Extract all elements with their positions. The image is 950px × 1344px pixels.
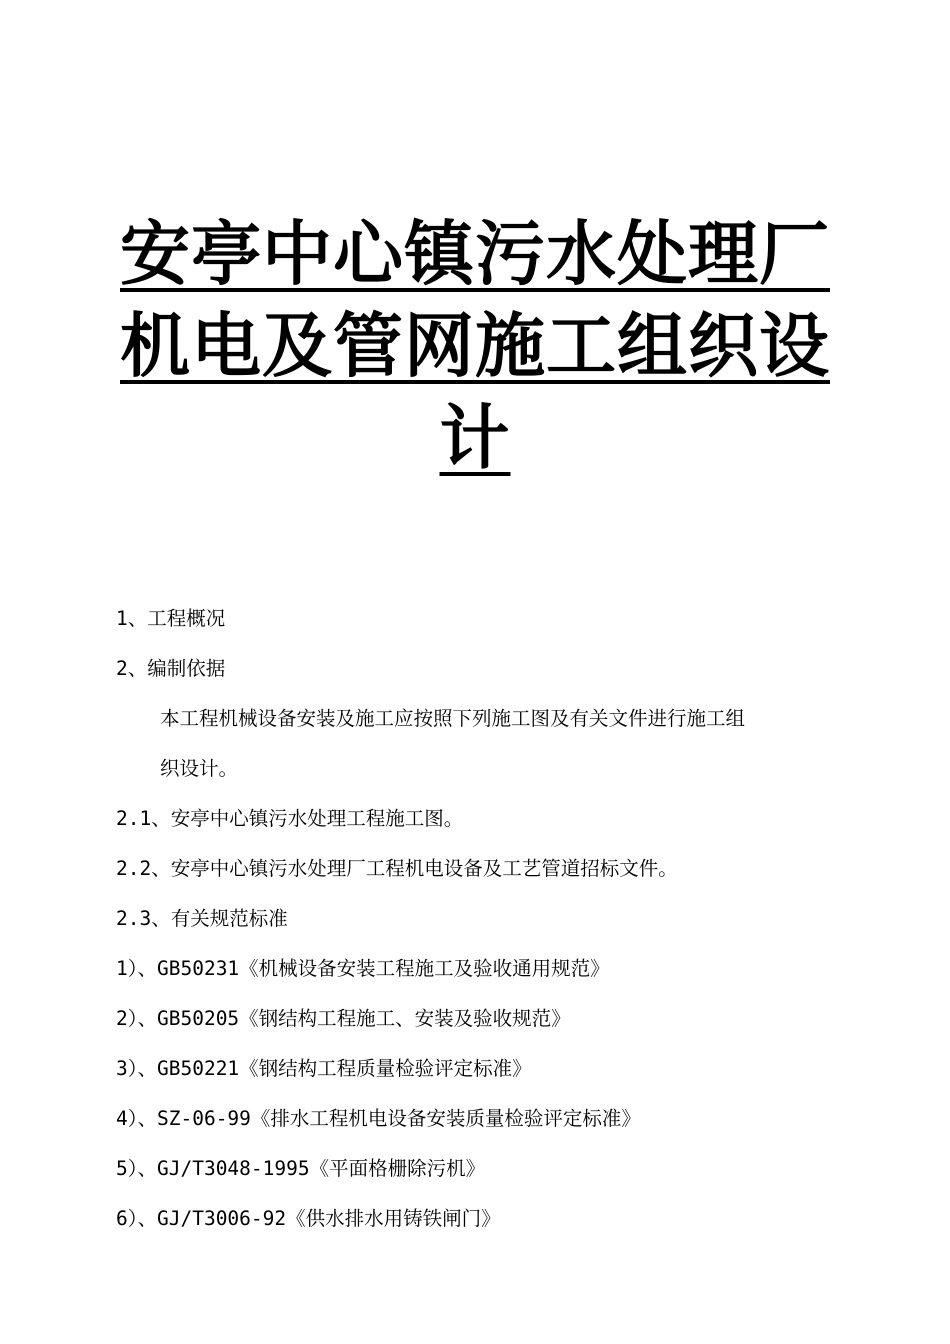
title-line-1: 安亭中心镇污水处理厂 xyxy=(120,212,830,295)
standard-item-5: 5）、GJ/T3048-1995《平面格栅除污机》 xyxy=(116,1157,486,1180)
document-title xyxy=(0,208,950,484)
section-heading-overview: 1、工程概况 xyxy=(116,607,226,630)
paragraph-line-2: 织设计。 xyxy=(160,757,239,780)
standard-item-3: 3）、GB50221《钢结构工程质量检验评定标准》 xyxy=(116,1057,532,1080)
title-line-3: 计 xyxy=(439,396,511,479)
subsection-2-2: 2.2、安亭中心镇污水处理厂工程机电设备及工艺管道招标文件。 xyxy=(116,857,678,880)
standard-item-6: 6）、GJ/T3006-92《供水排水用铸铁闸门》 xyxy=(116,1207,501,1230)
paragraph-line-1: 本工程机械设备安装及施工应按照下列施工图及有关文件进行施工组 xyxy=(160,707,746,730)
subsection-2-3: 2.3、有关规范标准 xyxy=(116,907,288,930)
subsection-2-1: 2.1、安亭中心镇污水处理工程施工图。 xyxy=(116,807,464,830)
title-line-2: 机电及管网施工组织设 xyxy=(120,304,830,387)
standard-item-4: 4）、SZ-06-99《排水工程机电设备安装质量检验评定标准》 xyxy=(116,1107,641,1130)
section-heading-basis: 2、编制依据 xyxy=(116,657,226,680)
standard-item-1: 1）、GB50231《机械设备安装工程施工及验收通用规范》 xyxy=(116,957,610,980)
standard-item-2: 2）、GB50205《钢结构工程施工、安装及验收规范》 xyxy=(116,1007,571,1030)
